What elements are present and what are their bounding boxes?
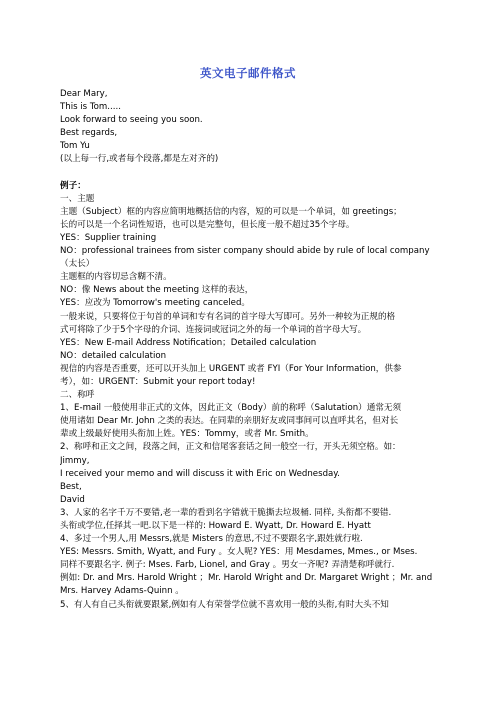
- body-line: NO：detailed calculation: [60, 350, 167, 361]
- body-line: 视信的内容是否重要，还可以开头加上 URGENT 或者 FYI（For Your Information，供参: [60, 363, 402, 374]
- body-line: NO：professional trainees from sister company should abide by rule of local company: [60, 246, 430, 257]
- body-line: 2、称呼和正文之间，段落之间，正文和信尾客套话之间一般空一行，开头无须空格。如：: [60, 442, 401, 453]
- body-line: YES: Messrs. Smith, Wyatt, and Fury 。女人呢? YES：用 Mesdames, Mmes., or Mses.: [60, 547, 418, 558]
- body-line: 辈或上级最好使用头衔加上姓。YES：Tommy，或者 Mr. Smith。: [60, 429, 314, 440]
- body-line: 同样不要跟名字. 例子: Mses. Farb, Lionel, and Gray 。男女一齐呢? 弄清楚称呼就行.: [60, 560, 395, 571]
- body-line: YES：Supplier training: [60, 232, 157, 243]
- paragraph-gap: [60, 167, 455, 180]
- signature-line: Tom Yu: [60, 141, 90, 152]
- body-line: （太长）: [60, 259, 95, 270]
- intro-line: Look forward to seeing you soon.: [60, 115, 203, 126]
- body-line: 主题（Subject）框的内容应简明地概括信的内容，短的可以是一个单词，如 greetings；: [60, 206, 402, 217]
- body-line: 长的可以是一个名词性短语，也可以是完整句，但长度一般不超过35个字母。: [60, 219, 355, 230]
- body-line: I received your memo and will discuss it with Eric on Wednesday.: [60, 468, 340, 479]
- body-line: 3、人家的名字千万不要错,老一辈的看到名字错就干脆撕去垃圾桶. 同样, 头衔都不要错.: [60, 507, 392, 518]
- examples-heading: 例子：: [60, 180, 86, 191]
- body-line: YES：New E-mail Address Notification；Detailed calculation: [60, 337, 317, 348]
- body-line: 一般来说，只要将位于句首的单词和专有名词的首字母大写即可。另外一种较为正规的格: [60, 311, 396, 322]
- body-line: 4、多过一个男人,用 Messrs,就是 Misters 的意思,不过不要跟名字,跟姓就行啦.: [60, 534, 363, 545]
- body-line: David: [60, 494, 85, 505]
- body-line: YES：应改为 Tomorrow's meeting canceled。: [60, 298, 251, 309]
- body-line: Jimmy,: [60, 455, 90, 466]
- body-line: Best,: [60, 481, 82, 492]
- note-line: (以上每一行,或者每个段落,都是左对齐的): [60, 154, 219, 165]
- closing-line: Best regards,: [60, 128, 118, 139]
- body-line: 一、主题: [60, 193, 95, 204]
- salutation-line: Dear Mary,: [60, 89, 108, 99]
- body-line: 考），如：URGENT：Submit your report today!: [60, 376, 256, 387]
- body-line: 1、E-mail 一般使用非正式的文体，因此正文（Body）前的称呼（Salutation）通常无须: [60, 403, 402, 414]
- body-line: NO：像 News about the meeting 这样的表达，: [60, 285, 254, 296]
- body-line: 5、有人有自己头衔就要跟紧,例如有人有荣誉学位就不喜欢用一般的头衔,有时大头不知: [60, 599, 389, 610]
- intro-line: This is Tom.....: [60, 102, 121, 113]
- body-line: Mrs. Harvey Adams-Quinn 。: [60, 586, 184, 597]
- body-line: 式可将除了少于5个字母的介词、连接词或冠词之外的每一个单词的首字母大写。: [60, 324, 367, 335]
- body-line: 头衔或学位,任择其一吧.以下是一样的: Howard E. Wyatt, Dr. Howard E. Hyatt: [60, 521, 371, 531]
- body-line: 二、称呼: [60, 390, 95, 401]
- content-lines: [60, 193, 455, 612]
- document-body: [60, 88, 455, 612]
- body-line: 主题框的内容切忌含糊不清。: [60, 272, 172, 283]
- body-line: 例如: Dr. and Mrs. Harold Wright ；Mr. Harold Wright and Dr. Margaret Wright ；Mr. and: [60, 573, 433, 584]
- body-line: 使用诸如 Dear Mr. John 之类的表达。在同辈的亲朋好友或同事间可以直呼其名，但对长: [60, 416, 399, 427]
- page-title: 英文电子邮件格式: [200, 66, 296, 80]
